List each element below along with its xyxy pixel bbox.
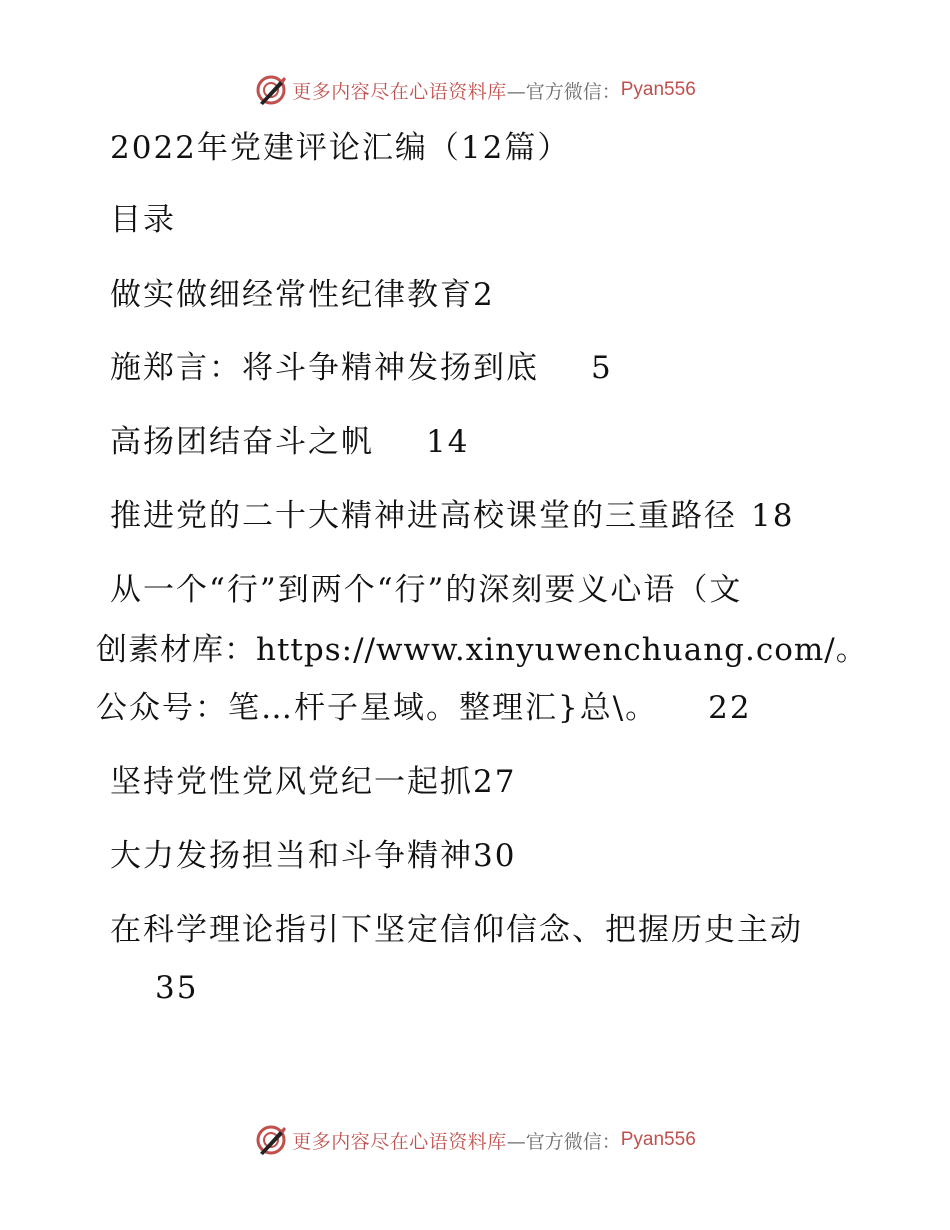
header-text: 更多内容尽在心语资料库 <box>292 80 507 103</box>
toc-heading: 目录 <box>110 202 176 238</box>
toc-entry-page: 5 <box>591 350 613 386</box>
toc-entry-line-1[interactable]: 从一个“行”到两个“行”的深刻要义心语（文 <box>110 572 743 608</box>
brush-logo-icon <box>254 1123 288 1157</box>
toc-entry[interactable] <box>110 836 516 876</box>
toc-entry[interactable] <box>110 762 516 802</box>
toc-entry-title: 施郑言：将斗争精神发扬到底 <box>110 350 539 386</box>
toc-entry-page: 27 <box>473 764 517 800</box>
toc-entry-title: 坚持党性党风党纪一起抓 <box>110 764 473 800</box>
toc-entry-page: 2 <box>473 277 495 313</box>
toc-entry[interactable] <box>110 496 794 536</box>
toc-entry-page: 18 <box>751 498 795 534</box>
toc-entry-page: 35 <box>155 970 199 1006</box>
toc-entry-title: 推进党的二十大精神进高校课堂的三重路径 <box>110 498 737 534</box>
toc-entry-line-2[interactable]: 创素材库：https://www.xinyuwenchuang.com/。 <box>96 632 868 668</box>
toc-entry[interactable] <box>110 275 495 315</box>
toc-entry-title: 做实做细经常性纪律教育 <box>110 277 473 313</box>
toc-entry-page: 30 <box>473 838 517 874</box>
toc-entry-page: 14 <box>426 424 470 460</box>
header-separator: —官方微信： <box>506 80 621 103</box>
toc-entry[interactable] <box>110 422 469 462</box>
toc-entry[interactable] <box>96 688 752 728</box>
toc-entry-title: 大力发扬担当和斗争精神 <box>110 838 473 874</box>
toc-entry-line-3: 公众号：笔…杆子星域。整理汇}总\。 <box>96 690 659 726</box>
toc-entry[interactable] <box>110 348 613 388</box>
footer-wechat: Pyan556 <box>620 1129 696 1150</box>
toc-entry-page: 22 <box>708 690 752 726</box>
header-wechat: Pyan556 <box>620 79 696 100</box>
footer-separator: —官方微信： <box>506 1130 621 1153</box>
toc-entry-title: 高扬团结奋斗之帆 <box>110 424 374 460</box>
document-title: 2022年党建评论汇编（12篇） <box>110 130 571 166</box>
footer-watermark <box>0 1120 950 1160</box>
toc-entry-title[interactable]: 在科学理论指引下坚定信仰信念、把握历史主动 <box>110 912 803 948</box>
footer-text: 更多内容尽在心语资料库 <box>292 1130 507 1153</box>
